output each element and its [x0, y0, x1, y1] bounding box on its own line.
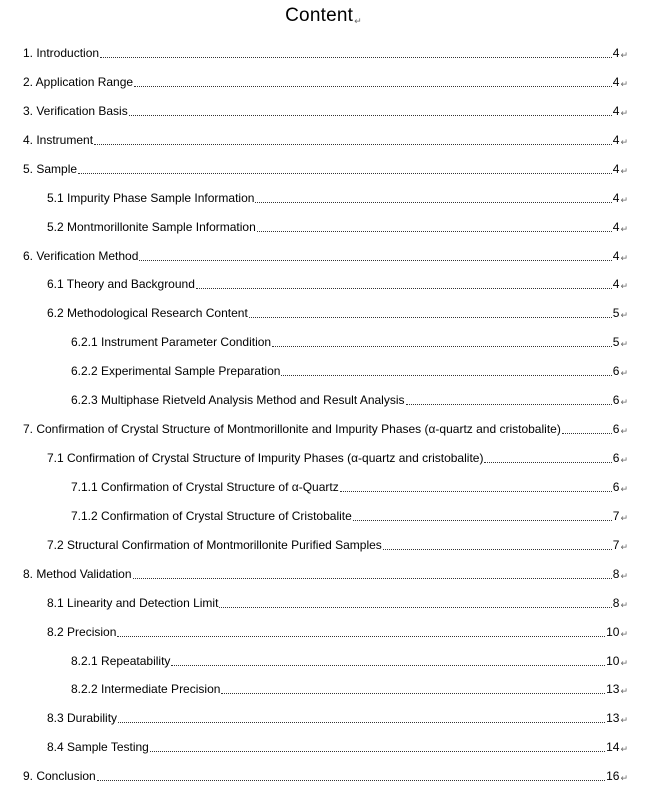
dot-leader	[78, 172, 612, 174]
dot-leader	[353, 519, 612, 521]
toc-entry-label: 6. Verification Method	[23, 249, 139, 263]
toc-entry-page-number: 4	[612, 104, 620, 118]
toc-entry-page-number: 6	[612, 480, 620, 494]
toc-entry-label: 1. Introduction	[23, 46, 100, 60]
toc-entry[interactable]	[47, 596, 628, 611]
dot-leader	[272, 345, 612, 347]
dot-leader	[97, 779, 605, 781]
dot-leader	[281, 374, 611, 376]
toc-entry-page-number: 4	[612, 191, 620, 205]
toc-entry-label: 5. Sample	[23, 162, 78, 176]
toc-entry[interactable]	[71, 393, 628, 408]
dot-leader	[249, 316, 612, 318]
toc-entry-label: 7.2 Structural Confirmation of Montmorillonite Purified Samples	[47, 538, 382, 552]
toc-entry[interactable]	[47, 538, 628, 553]
toc-entry-page-number: 6	[612, 393, 620, 407]
toc-entry-page-number: 4	[612, 75, 620, 89]
paragraph-mark-icon: ↵	[620, 79, 628, 89]
toc-entry-page-number: 4	[612, 220, 620, 234]
toc-entry-label: 4. Instrument	[23, 133, 94, 147]
toc-entry[interactable]	[47, 451, 628, 466]
dot-leader	[134, 85, 612, 87]
dot-leader	[150, 750, 605, 752]
paragraph-mark-icon: ↵	[620, 50, 628, 60]
toc-entry[interactable]	[71, 509, 628, 524]
toc-entry-label: 8.2.2 Intermediate Precision	[71, 682, 221, 696]
toc-entry-page-number: 4	[612, 46, 620, 60]
dot-leader	[139, 259, 611, 261]
dot-leader	[118, 721, 605, 723]
toc-entry[interactable]	[71, 480, 628, 495]
dot-leader	[129, 114, 612, 116]
paragraph-mark-icon: ↵	[620, 137, 628, 147]
toc-entry-label: 5.2 Montmorillonite Sample Information	[47, 220, 256, 234]
toc-entry-page-number: 14	[606, 740, 620, 754]
paragraph-mark-icon: ↵	[620, 571, 628, 581]
toc-entry[interactable]	[71, 654, 628, 669]
toc-entry-label: 8.2.1 Repeatability	[71, 654, 171, 668]
toc-entry-label: 8.1 Linearity and Detection Limit	[47, 596, 219, 610]
toc-entry-label: 2. Application Range	[23, 75, 134, 89]
toc-entry-page-number: 8	[612, 596, 620, 610]
paragraph-mark-icon: ↵	[620, 339, 628, 349]
toc-entry-page-number: 6	[612, 451, 620, 465]
paragraph-mark-icon: ↵	[620, 108, 628, 118]
toc-entry-label: 7. Confirmation of Crystal Structure of Montmorillonite and Impurity Phases (α-quartz and cristobalite)	[23, 422, 561, 436]
toc-entry[interactable]	[71, 682, 628, 697]
toc-entry[interactable]	[71, 335, 628, 350]
paragraph-mark-icon: ↵	[620, 253, 628, 263]
dot-leader	[100, 56, 612, 58]
dot-leader	[171, 664, 605, 666]
toc-entry-label: 6.2.1 Instrument Parameter Condition	[71, 335, 272, 349]
toc-entry-page-number: 4	[612, 133, 620, 147]
toc-entry-label: 8. Method Validation	[23, 567, 132, 581]
toc-entry-page-number: 5	[612, 306, 620, 320]
paragraph-mark-icon: ↵	[620, 744, 628, 754]
dot-leader	[257, 230, 612, 232]
toc-entry[interactable]	[47, 191, 628, 206]
toc-entry-page-number: 8	[612, 567, 620, 581]
paragraph-mark-icon: ↵	[620, 426, 628, 436]
toc-entry-label: 6.2.2 Experimental Sample Preparation	[71, 364, 281, 378]
toc-entry[interactable]	[23, 162, 628, 177]
toc-entry-page-number: 10	[606, 625, 620, 639]
toc-entry-label: 8.4 Sample Testing	[47, 740, 149, 754]
title-text: Content	[285, 5, 354, 26]
toc-entry-label: 7.1 Confirmation of Crystal Structure of Impurity Phases (α-quartz and cristobalite)	[47, 451, 484, 465]
toc-entry[interactable]	[23, 567, 628, 582]
dot-leader	[117, 635, 605, 637]
dot-leader	[133, 577, 612, 579]
toc-entry-label: 8.3 Durability	[47, 711, 118, 725]
dot-leader	[383, 548, 612, 550]
paragraph-mark-icon: ↵	[620, 658, 628, 668]
paragraph-mark-icon: ↵	[620, 686, 628, 696]
paragraph-mark-icon: ↵	[620, 773, 628, 783]
toc-entry-label: 7.1.2 Confirmation of Crystal Structure of Cristobalite	[71, 509, 352, 523]
toc-entry[interactable]	[47, 277, 628, 292]
toc-entry-page-number: 6	[612, 364, 620, 378]
toc-entry[interactable]	[47, 625, 628, 640]
toc-entry-page-number: 7	[612, 538, 620, 552]
paragraph-mark-icon: ↵	[620, 224, 628, 234]
toc-entry-label: 6.2.3 Multiphase Rietveld Analysis Method and Result Analysis	[71, 393, 405, 407]
paragraph-mark-icon: ↵	[620, 629, 628, 639]
toc-entry[interactable]	[47, 306, 628, 321]
toc-entry-label: 8.2 Precision	[47, 625, 117, 639]
dot-leader	[219, 606, 611, 608]
toc-entry-page-number: 4	[612, 162, 620, 176]
toc-entry[interactable]	[47, 220, 628, 235]
toc-entry-page-number: 13	[606, 711, 620, 725]
paragraph-mark-icon: ↵	[620, 542, 628, 552]
page-title	[0, 4, 647, 33]
toc-entry-label: 9. Conclusion	[23, 769, 96, 783]
dot-leader	[221, 692, 605, 694]
toc-entry[interactable]	[23, 422, 628, 437]
paragraph-mark-icon: ↵	[620, 513, 628, 523]
dot-leader	[340, 490, 612, 492]
dot-leader	[255, 201, 611, 203]
toc-entry-label: 7.1.1 Confirmation of Crystal Structure of α-Quartz	[71, 480, 339, 494]
toc-entry[interactable]	[23, 249, 628, 264]
dot-leader	[94, 143, 612, 145]
toc-entry-label: 6.1 Theory and Background	[47, 277, 195, 291]
paragraph-mark-icon: ↵	[620, 166, 628, 176]
toc-entry[interactable]	[23, 46, 628, 61]
toc-entry-page-number: 10	[606, 654, 620, 668]
paragraph-mark-icon: ↵	[354, 16, 362, 26]
toc-entry[interactable]	[23, 769, 628, 784]
paragraph-mark-icon: ↵	[620, 310, 628, 320]
paragraph-mark-icon: ↵	[620, 195, 628, 205]
toc-entry-page-number: 16	[606, 769, 620, 783]
toc-entry[interactable]	[23, 75, 628, 90]
toc-entry-page-number: 4	[612, 277, 620, 291]
toc-entry-page-number: 6	[612, 422, 620, 436]
dot-leader	[196, 287, 612, 289]
paragraph-mark-icon: ↵	[620, 368, 628, 378]
toc-entry[interactable]	[23, 104, 628, 119]
toc-entry-page-number: 4	[612, 249, 620, 263]
paragraph-mark-icon: ↵	[620, 397, 628, 407]
paragraph-mark-icon: ↵	[620, 281, 628, 291]
paragraph-mark-icon: ↵	[620, 600, 628, 610]
toc-entry-page-number: 13	[606, 682, 620, 696]
toc-entry-label: 5.1 Impurity Phase Sample Information	[47, 191, 255, 205]
toc-entry-page-number: 7	[612, 509, 620, 523]
dot-leader	[484, 461, 611, 463]
toc-entry-page-number: 5	[612, 335, 620, 349]
paragraph-mark-icon: ↵	[620, 455, 628, 465]
toc-entry-label: 6.2 Methodological Research Content	[47, 306, 248, 320]
toc-entry-label: 3. Verification Basis	[23, 104, 128, 118]
toc-entry[interactable]	[47, 711, 628, 726]
dot-leader	[562, 432, 612, 434]
paragraph-mark-icon: ↵	[620, 715, 628, 725]
toc-entry[interactable]	[23, 133, 628, 148]
paragraph-mark-icon: ↵	[620, 484, 628, 494]
dot-leader	[406, 403, 612, 405]
toc-entry[interactable]	[71, 364, 628, 379]
toc-entry[interactable]	[47, 740, 628, 755]
